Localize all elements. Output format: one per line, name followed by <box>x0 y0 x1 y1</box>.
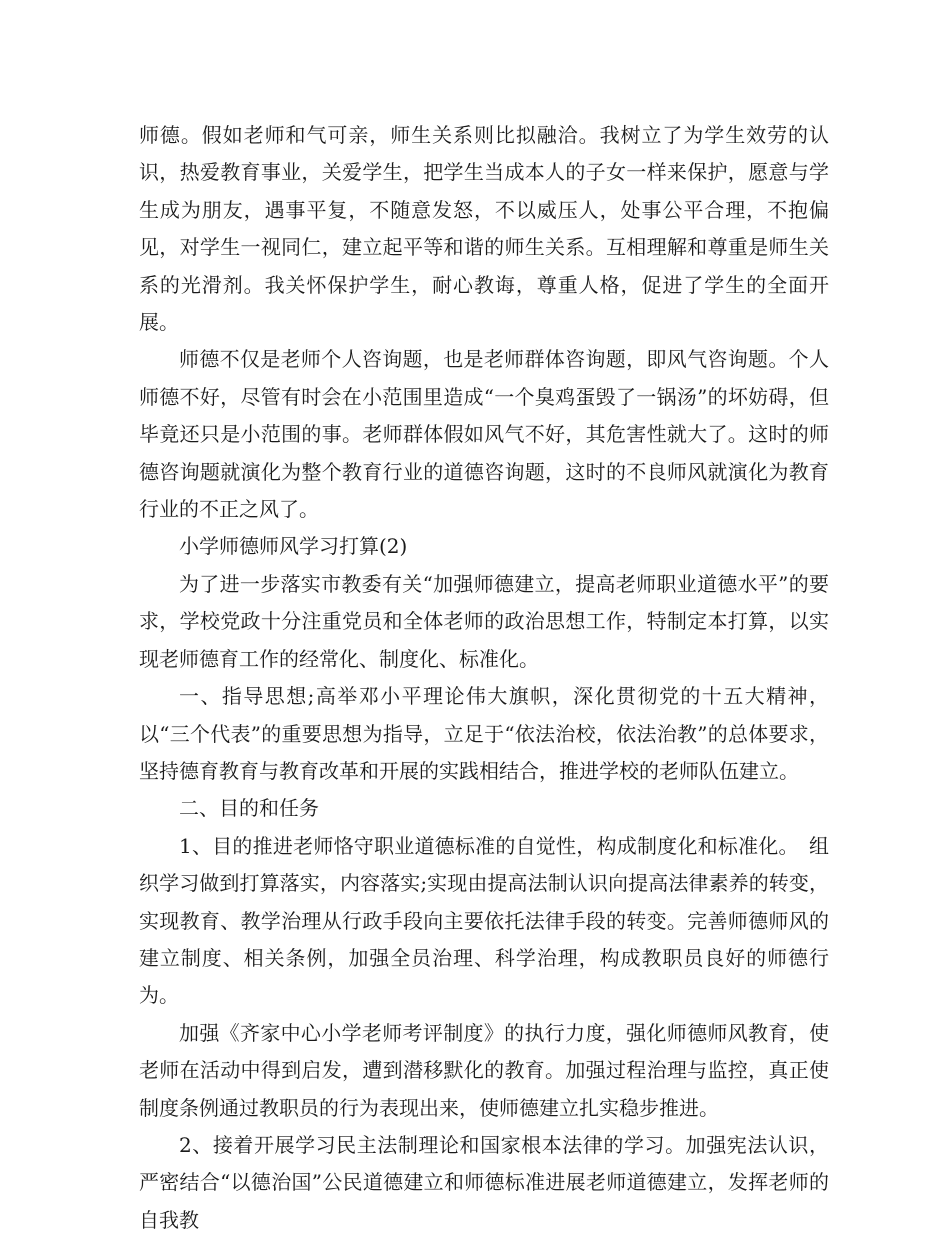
paragraph-continuation: 师德。假如老师和气可亲，师生关系则比拟融洽。我树立了为学生效劳的认识，热爱教育事业，关爱学生，把学生当成本人的子女一样来保护，愿意与学生成为朋友，遇事平复，不随意发怒，不以威压人，处事公平合理，不抱偏见，对学生一视同仁，建立起平等和谐的师生关系。互相理解和尊重是师生关系的光滑剂。我关怀保护学生，耐心教诲，尊重人格，促进了学生的全面开展。 <box>139 123 829 335</box>
paragraph-goal-1: 1、目的推进老师恪守职业道德标准的自觉性，构成制度化和标准化。 组织学习做到打算落实，内容落实;实现由提高法制认识向提高法律素养的转变，实现教育、教学治理从行政手段向主要依托法律手段的转变。完善师德师风的建立制度、相关条例，加强全员治理、科学治理，构成教职员良好的师德行为。 <box>139 833 829 1008</box>
document-body <box>139 117 829 1239</box>
paragraph-evaluation: 加强《齐家中心小学老师考评制度》的执行力度，强化师德师风教育，使老师在活动中得到启发，遭到潜移默化的教育。加强过程治理与监控，真正使制度条例通过教职员的行为表现出来，使师德建立扎实稳步推进。 <box>139 1020 829 1120</box>
paragraph-teacher-ethics: 师德不仅是老师个人咨询题，也是老师群体咨询题，即风气咨询题。个人师德不好，尽管有时会在小范围里造成“一个臭鸡蛋毁了一锅汤”的坏妨碍，但毕竟还只是小范围的事。老师群体假如风气不好，其危害性就大了。这时的师德咨询题就演化为整个教育行业的道德咨询题，这时的不良师风就演化为教育行业的不正之风了。 <box>139 347 829 522</box>
paragraph-goal-2: 2、接着开展学习民主法制理论和国家根本法律的学习。加强宪法认识，严密结合“以德治国”公民道德建立和师德标准进展老师道德建立，发挥老师的自我教 <box>139 1132 829 1232</box>
paragraph-guiding-thought: 一、指导思想;高举邓小平理论伟大旗帜，深化贯彻党的十五大精神，以“三个代表”的重要思想为指导，立足于“依法治校，依法治教”的总体要求，坚持德育教育与教育改革和开展的实践相结合，推进学校的老师队伍建立。 <box>139 684 829 783</box>
section-heading-goals: 二、目的和任务 <box>179 796 319 821</box>
section-title: 小学师德师风学习打算(2) <box>179 534 408 559</box>
paragraph-intro: 为了进一步落实市教委有关“加强师德建立，提高老师职业道德水平”的要求，学校党政十分注重党员和全体老师的政治思想工作，特制定本打算，以实现老师德育工作的经常化、制度化、标准化。 <box>139 571 829 671</box>
